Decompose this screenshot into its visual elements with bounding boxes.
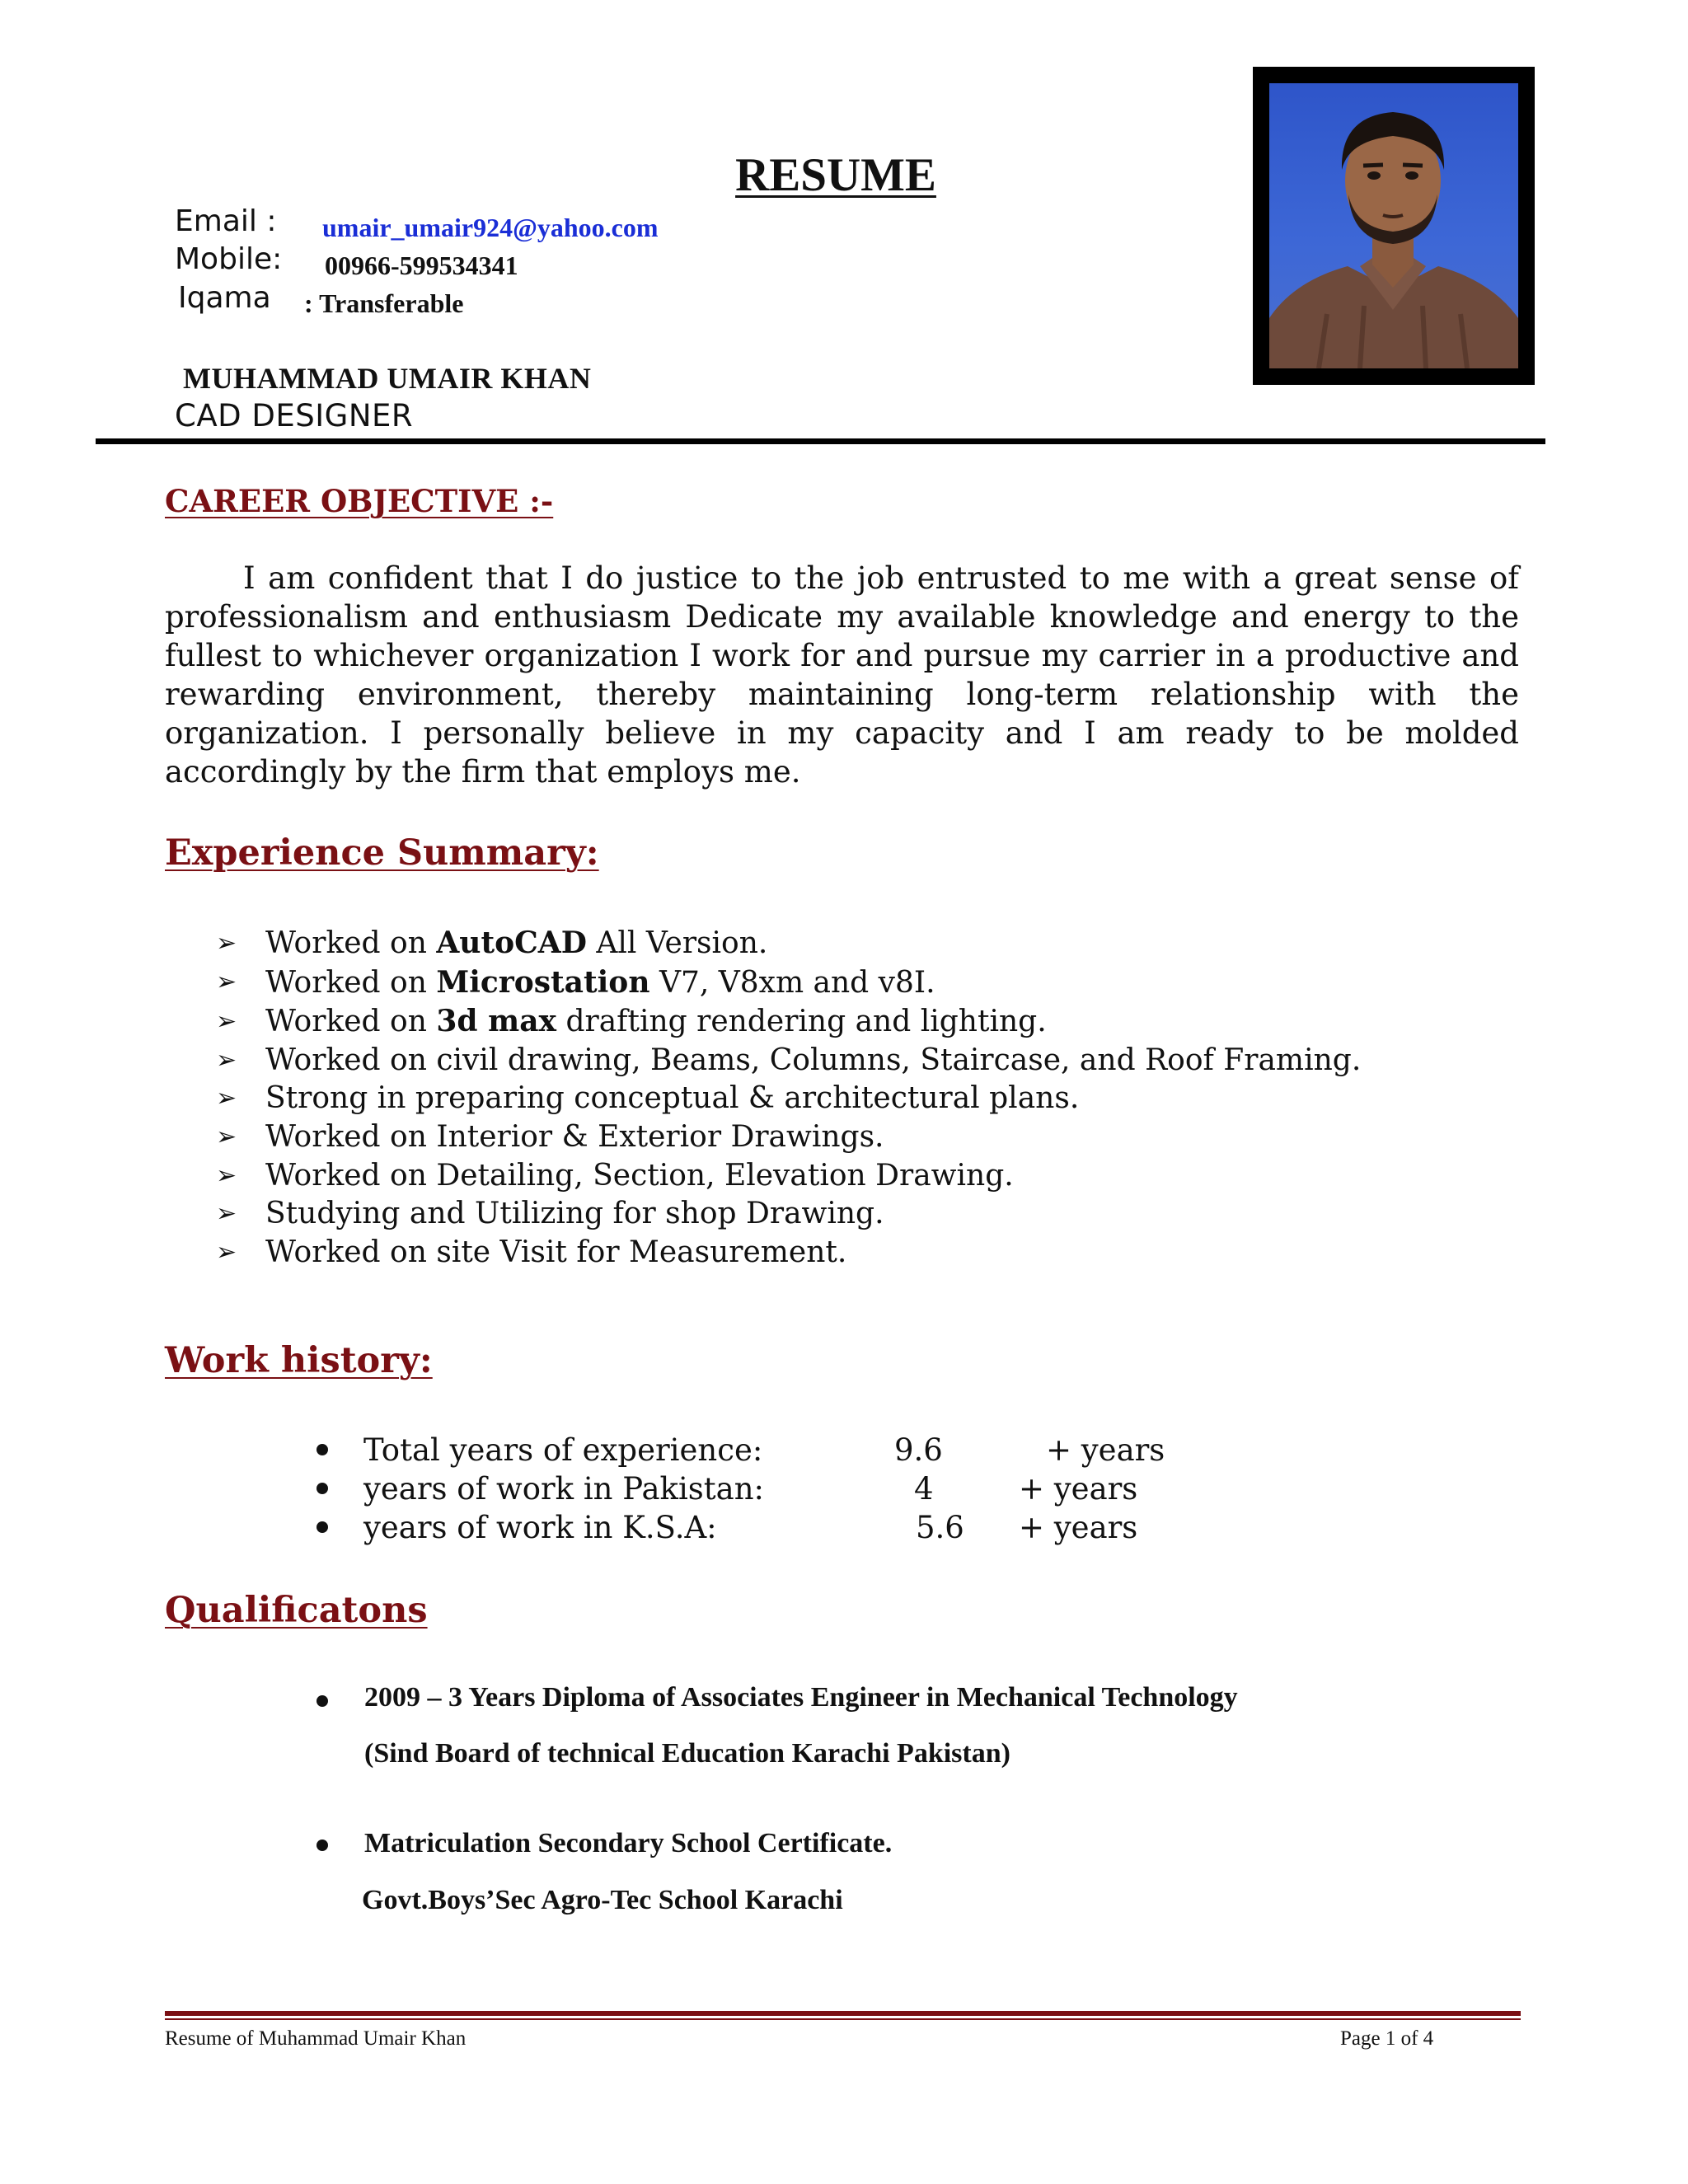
profile-photo bbox=[1269, 83, 1518, 368]
list-item: ➢ Strong in preparing conceptual & architectural plans. bbox=[216, 1080, 1361, 1118]
career-objective-text: I am confident that I do justice to the job entrusted to me with a great sense of professionalism and enthusiasm Dedicate my available knowledge and energy to the fullest to whichever organization I work for and pursue my carrier in a productive and rewarding environment, thereby maintaining long-term relationship with the organization. I personally believe in my capacity and I am ready to be molded accordingly by the firm that employs me. bbox=[165, 560, 1519, 790]
list-item: ➢ Worked on 3d max drafting rendering and lighting. bbox=[216, 1002, 1361, 1042]
work-history-label: years of work in Pakistan: bbox=[363, 1471, 765, 1507]
job-title: CAD DESIGNER bbox=[175, 398, 414, 434]
list-item: ➢ Worked on civil drawing, Beams, Columns, Staircase, and Roof Framing. bbox=[216, 1042, 1361, 1080]
arrow-bullet-icon: ➢ bbox=[216, 1160, 237, 1190]
page-title: RESUME bbox=[735, 149, 936, 201]
mobile-label: Mobile: bbox=[175, 242, 283, 276]
work-history-unit: + years bbox=[1019, 1471, 1138, 1507]
bullet-dot-icon bbox=[316, 1521, 328, 1533]
qualification-title: 2009 – 3 Years Diploma of Associates Engineer in Mechanical Technology bbox=[364, 1682, 1238, 1713]
work-history-unit: + years bbox=[1046, 1432, 1165, 1468]
arrow-bullet-icon: ➢ bbox=[216, 1199, 237, 1229]
email-value-wrap bbox=[322, 213, 659, 243]
work-history-label: Total years of experience: bbox=[363, 1432, 763, 1468]
bullet-dot-icon bbox=[316, 1840, 328, 1851]
email-link[interactable]: umair_umair924@yahoo.com bbox=[322, 213, 659, 242]
iqama-row bbox=[178, 281, 271, 315]
candidate-name: MUHAMMAD UMAIR KHAN bbox=[183, 362, 592, 395]
iqama-value-wrap bbox=[304, 288, 463, 319]
qualification-detail: Govt.Boys’Sec Agro-Tec School Karachi bbox=[362, 1885, 843, 1915]
experience-list bbox=[216, 924, 1361, 1272]
qualification-detail: (Sind Board of technical Education Karachi Pakistan) bbox=[364, 1738, 1010, 1769]
work-history-heading: Work history: bbox=[165, 1340, 433, 1381]
footer-divider-thin bbox=[165, 2018, 1521, 2020]
iqama-value: : Transferable bbox=[304, 288, 464, 318]
experience-summary-heading: Experience Summary: bbox=[165, 832, 599, 874]
arrow-bullet-icon: ➢ bbox=[216, 1237, 237, 1267]
qualification-title: Matriculation Secondary School Certificate. bbox=[364, 1828, 893, 1858]
mobile-value: 00966-599534341 bbox=[325, 251, 518, 280]
arrow-bullet-icon: ➢ bbox=[216, 968, 237, 997]
email-label: Email : bbox=[175, 204, 277, 238]
list-item: ➢ Worked on Interior & Exterior Drawings. bbox=[216, 1118, 1361, 1157]
list-item: ➢ Worked on AutoCAD All Version. bbox=[216, 924, 1361, 963]
profile-photo-frame bbox=[1253, 67, 1535, 385]
arrow-bullet-icon: ➢ bbox=[216, 1084, 237, 1113]
arrow-bullet-icon: ➢ bbox=[216, 1122, 237, 1151]
bullet-dot-icon bbox=[316, 1483, 328, 1494]
work-history-table bbox=[0, 1432, 1688, 1564]
iqama-label: Iqama bbox=[178, 281, 271, 315]
career-objective-heading: CAREER OBJECTIVE :- bbox=[165, 483, 554, 519]
list-item: ➢ Worked on Detailing, Section, Elevation Drawing. bbox=[216, 1157, 1361, 1196]
mobile-value-wrap bbox=[325, 251, 518, 281]
footer-divider bbox=[165, 2011, 1521, 2016]
work-history-value: 9.6 bbox=[894, 1432, 943, 1468]
work-history-value: 5.6 bbox=[916, 1510, 964, 1545]
qualifications-heading: Qualificatons bbox=[165, 1590, 428, 1631]
list-item: ➢ Worked on site Visit for Measurement. bbox=[216, 1234, 1361, 1272]
footer-left-text: Resume of Muhammad Umair Khan bbox=[165, 2027, 467, 2050]
work-history-value: 4 bbox=[914, 1471, 934, 1507]
header-divider bbox=[96, 438, 1545, 444]
list-item: ➢ Worked on Microstation V7, V8xm and v8I. bbox=[216, 963, 1361, 1003]
arrow-bullet-icon: ➢ bbox=[216, 1045, 237, 1075]
bullet-dot-icon bbox=[316, 1695, 328, 1707]
mobile-row bbox=[175, 242, 282, 276]
footer-page-number: Page 1 of 4 bbox=[1340, 2027, 1434, 2050]
portrait-illustration bbox=[1269, 83, 1518, 368]
list-item: ➢ Studying and Utilizing for shop Drawing. bbox=[216, 1195, 1361, 1234]
email-row bbox=[175, 204, 276, 238]
arrow-bullet-icon: ➢ bbox=[216, 928, 237, 958]
bullet-dot-icon bbox=[316, 1444, 328, 1455]
work-history-label: years of work in K.S.A: bbox=[363, 1510, 717, 1545]
work-history-unit: + years bbox=[1019, 1510, 1138, 1545]
arrow-bullet-icon: ➢ bbox=[216, 1006, 237, 1036]
